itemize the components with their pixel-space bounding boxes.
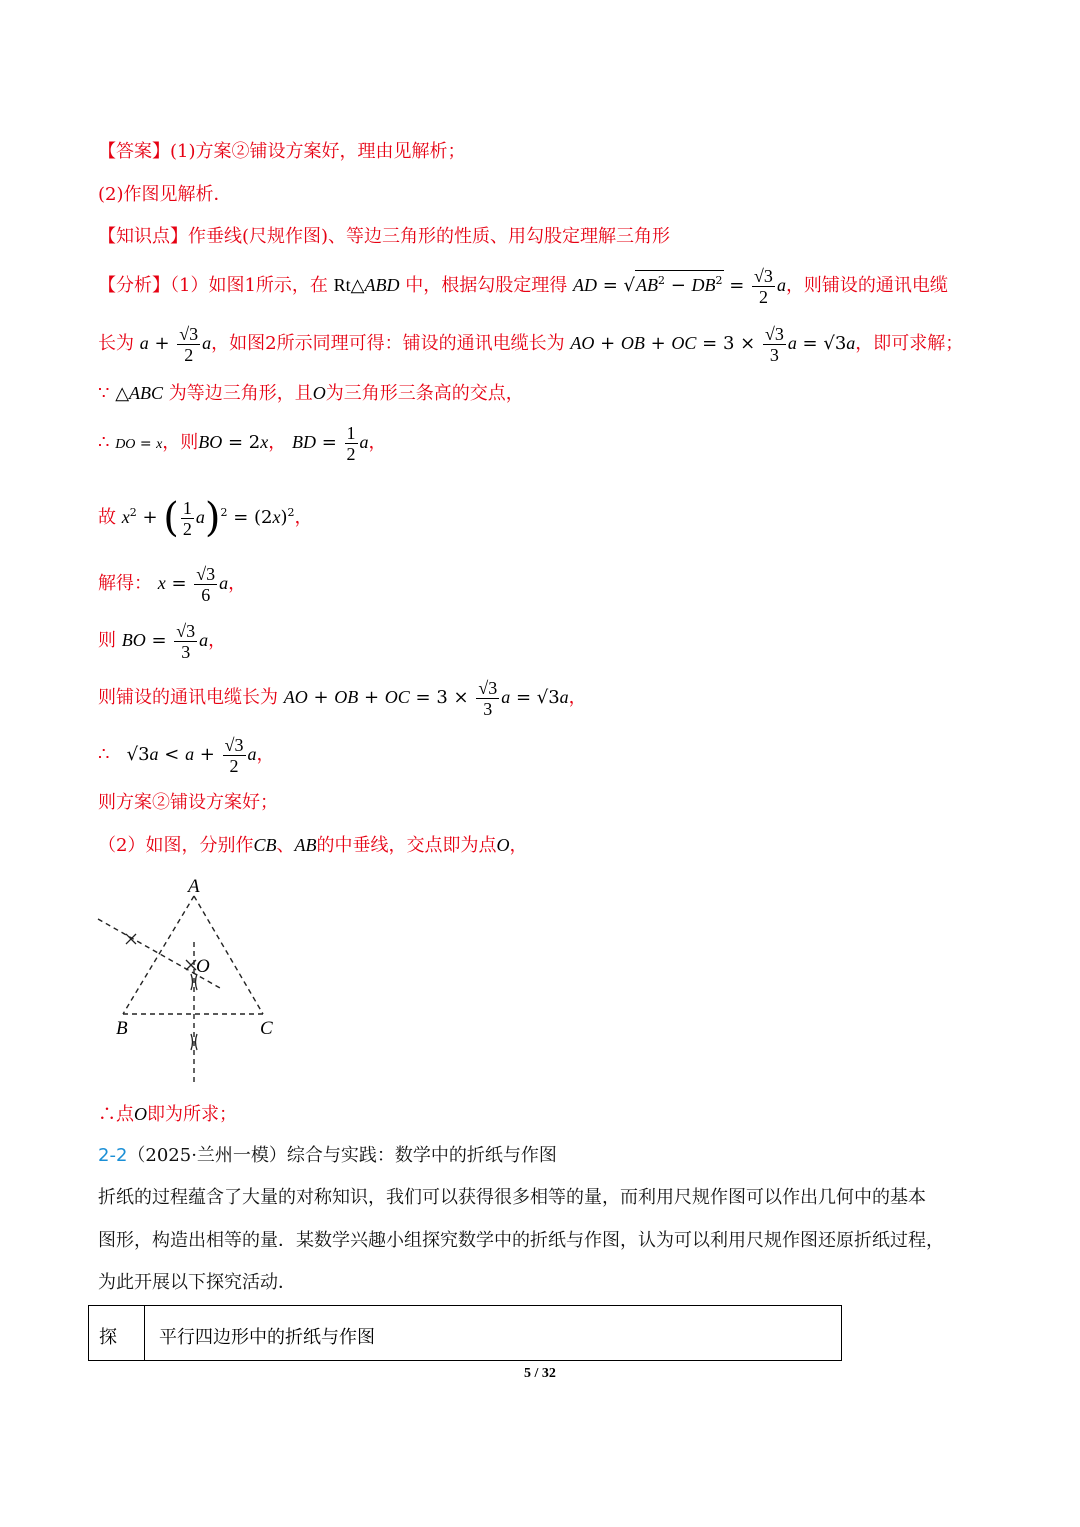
analysis-text: ∴点 — [98, 1104, 134, 1125]
analysis-line-6 — [98, 560, 246, 607]
analysis-text: 中，根据勾股定理得 — [405, 275, 568, 296]
analysis-line-11 — [98, 834, 527, 857]
analysis-text: 为三角形三条高的交点， — [325, 383, 524, 404]
knowledge-line — [98, 226, 670, 248]
analysis-text: 为等边三角形，且 — [168, 383, 313, 404]
table-cell-text: 平行四边形中的折纸与作图 — [159, 1327, 375, 1348]
analysis-text: ， — [256, 744, 275, 765]
analysis-text: ∵ — [98, 383, 110, 404]
vertex-label-a: A — [188, 876, 200, 897]
problem-text: 为此开展以下探究活动． — [98, 1272, 296, 1293]
problem-source: （2025·兰州一模）综合与实践：数学中的折纸与作图 — [127, 1145, 557, 1166]
math-x-solution: x = $\frac{√3}{6}$ a — [157, 563, 229, 605]
problem-text: 折纸的过程蕴含了大量的对称知识，我们可以获得很多相等的量，而利用尺规作图可以作出几何中的基本 — [98, 1187, 926, 1208]
analysis-text: ， — [228, 573, 247, 594]
analysis-text: （2）如图，分别作 — [98, 835, 254, 856]
edge-ab — [123, 896, 194, 1014]
math-pythagoras-equation: $x^2$ + ( $\frac{1}{2}$ $a)^2 = (2x)^2$ — [121, 495, 295, 541]
math-bd-eq-half-a: BD = $\frac{1}{2}$ a — [292, 422, 369, 464]
math-a-plus-root3-over-2: a + $\frac{√3}{2}$ a — [139, 323, 212, 365]
analysis-line-5 — [98, 488, 313, 543]
analysis-line-8 — [98, 674, 587, 721]
math-o: O — [496, 835, 510, 855]
analysis-text: ，即可求解； — [855, 333, 964, 354]
analysis-text: ，则 — [162, 432, 199, 453]
problem-paragraph-line-2 — [98, 1230, 944, 1252]
vertex-label-b: B — [116, 1018, 128, 1039]
activity-table — [88, 1305, 842, 1361]
math-o: O — [312, 383, 326, 403]
point-label-o: O — [196, 956, 210, 977]
vertex-label-c: C — [260, 1018, 273, 1039]
triangle-construction-figure — [90, 872, 290, 1087]
knowledge-tag: 【知识点】 — [98, 226, 188, 247]
analysis-line-3 — [98, 382, 524, 405]
problem-paragraph-line-3 — [98, 1272, 296, 1294]
analysis-text: 长为 — [98, 333, 134, 354]
analysis-text: 则铺设的通讯电缆长为 — [98, 687, 278, 708]
analysis-text: ， — [268, 432, 287, 453]
problem-text: 图形，构造出相等的量．某数学兴趣小组探究数学中的折纸与作图，认为可以利用尺规作图还原折纸过程， — [98, 1230, 944, 1251]
analysis-text: ∴ — [98, 432, 110, 453]
math-do-eq-x: DO = x — [115, 436, 163, 452]
analysis-text: 即为所求； — [147, 1104, 237, 1125]
math-ab: AB — [294, 835, 317, 855]
analysis-line-7 — [98, 617, 226, 664]
math-ad-formula: AD = $√AB^2 - DB^2$ = $\frac{√3}{2}$ a — [572, 265, 786, 307]
math-bo-eq-2x: BO = 2x — [198, 432, 269, 453]
answer-part2: (2)作图见解析． — [98, 184, 232, 205]
edge-ac — [194, 896, 263, 1014]
math-o: O — [134, 1104, 147, 1124]
analysis-text: 解得： — [98, 573, 152, 594]
math-cable-length-2: AO + OB + OC = 3 × $\frac{√3}{3}$ a = √3a — [283, 677, 569, 719]
answer-line-1 — [98, 141, 466, 163]
analysis-text: ， — [208, 630, 227, 651]
problem-number: 2-2 — [98, 1145, 128, 1166]
math-inequality: √3a < a + $\frac{√3}{2}$ a — [126, 734, 257, 776]
analysis-text: ∴ — [98, 744, 110, 765]
analysis-text: （1）如图1所示，在 — [170, 275, 328, 296]
analysis-line-10 — [98, 792, 278, 814]
analysis-tag: 【分析】 — [98, 275, 170, 296]
analysis-text: 、 — [276, 835, 295, 856]
analysis-text: ， — [368, 432, 387, 453]
table-cell-text: 探 — [99, 1327, 117, 1348]
table-cell-title — [159, 1323, 375, 1349]
answer-part1: (1)方案②铺设方案好，理由见解析； — [170, 141, 466, 162]
knowledge-text: 作垂线(尺规作图)、等边三角形的性质、用勾股定理解三角形 — [188, 226, 671, 247]
page-number: 5 / 32 — [524, 1366, 556, 1381]
analysis-line-1 — [98, 262, 948, 309]
math-rt-abd: Rt△ABD — [333, 275, 400, 295]
math-cb: CB — [253, 835, 277, 855]
math-cable-length: AO + OB + OC = 3 × $\frac{√3}{3}$ a = √3a — [570, 323, 856, 365]
arc-mark-icon — [126, 934, 136, 944]
analysis-line-4 — [98, 419, 387, 468]
analysis-text: 则 — [98, 630, 116, 651]
answer-line-2 — [98, 184, 232, 206]
analysis-text: ，如图2所示同理可得：铺设的通讯电缆长为 — [211, 333, 565, 354]
problem-paragraph-line-1 — [98, 1187, 926, 1209]
analysis-line-9 — [98, 731, 275, 778]
answer-tag: 【答案】 — [98, 141, 170, 162]
table-cell-label — [89, 1306, 145, 1360]
problem-heading — [98, 1145, 557, 1167]
analysis-line-2 — [98, 320, 963, 367]
analysis-text: ，则铺设的通讯电缆 — [785, 275, 948, 296]
analysis-text: ， — [294, 507, 313, 528]
analysis-text: 则方案②铺设方案好； — [98, 792, 278, 813]
math-triangle-abc: △ABC — [115, 383, 164, 403]
analysis-text: 的中垂线，交点即为点 — [316, 835, 497, 856]
math-bo-value: BO = $\frac{√3}{3}$ a — [121, 620, 209, 662]
analysis-text: ， — [568, 687, 587, 708]
analysis-line-12 — [98, 1103, 237, 1126]
analysis-text: ， — [509, 835, 528, 856]
analysis-text: 故 — [98, 507, 116, 528]
